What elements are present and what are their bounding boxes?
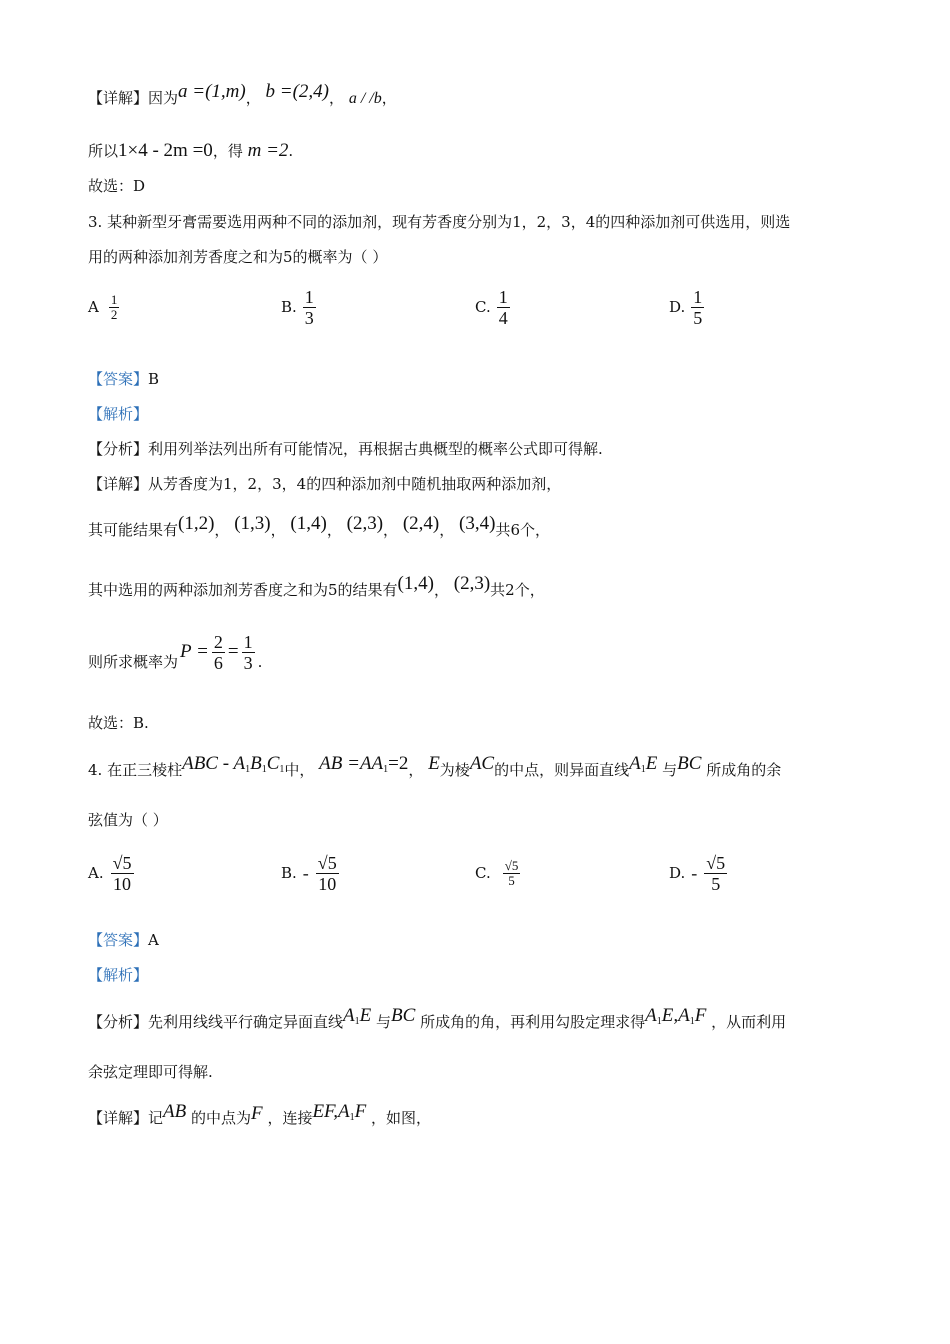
answer-value: A: [148, 931, 159, 949]
prism-name: ABC - $A_1B_1C_1$: [182, 753, 285, 775]
q3-fenxi-line: 【分析】利用列举法列出所有可能情况，再根据古典概型的概率公式即可得解.: [88, 440, 603, 458]
answer-value: B: [148, 370, 160, 388]
pair: (3,4): [459, 513, 496, 534]
pair: (2,3): [453, 573, 491, 594]
fraction: $\frac{1}{5}$: [693, 286, 703, 328]
q4-fenxi-line2: 余弦定理即可得解.: [88, 1063, 213, 1081]
pair: (2,4): [402, 513, 440, 534]
pair: (2,3): [346, 513, 384, 534]
q2-detail-line: 【详解】因为a =(1,m)， b =(2,4)， a / /b，: [88, 81, 397, 107]
fraction: $\frac{1}{3}$: [304, 286, 314, 328]
q4-options: [88, 848, 888, 898]
detail-tag: 【详解】: [88, 89, 149, 107]
q3-analysis-tag: 【解析】: [88, 405, 149, 423]
fraction: $\frac{2}{6}$: [213, 631, 223, 673]
m-result: m =2: [247, 140, 289, 161]
parallel-relation: a / /b: [348, 90, 382, 107]
q4-option-a: A. $\frac{√5}{10}$: [88, 852, 132, 894]
q4-detail-line: 【详解】记AB 的中点为F ，连接$EF,A_1F$ ，如图，: [88, 1101, 431, 1127]
fraction: $\frac{1}{3}$: [243, 631, 253, 673]
ab-equation: AB $=AA_1=2$: [319, 753, 409, 775]
q4-analysis-tag: 【解析】: [88, 966, 149, 984]
fraction: $\frac{√5}{5}$: [706, 852, 726, 894]
q4-option-b: B. - $\frac{√5}{10}$: [281, 852, 337, 894]
vector-a-eq: a =(1,m): [178, 81, 246, 102]
calc-expression: 1×4 - 2m =0: [118, 140, 213, 161]
q3-answer-line: [88, 369, 159, 389]
q2-calc-line: 所以1×4 - 2m =0，得 m =2.: [88, 140, 294, 161]
pair: (1,2): [178, 513, 215, 534]
q3-possible-line: 其可能结果有(1,2)， (1,3)， (1,4)， (2,3)， (2,4)， (3,4)共6个，: [88, 513, 550, 539]
q4-stem-line2: 弦值为（ ）: [88, 811, 168, 829]
pair: (1,4): [397, 573, 434, 594]
q3-stem-line1: 3. 某种新型牙膏需要选用两种不同的添加剂，现有芳香度分别为1，2，3，4的四种添加剂可供选用，则选: [88, 213, 791, 231]
q4-option-c: C. $\frac{√5}{5}$: [475, 857, 519, 888]
q4-stem-line1: 4. 在正三棱柱ABC - $A_1B_1C_1$中， AB $=AA_1=2$， E为棱AC的中点，则异面直线$A_1E$ 与BC 所成角的余: [88, 753, 782, 779]
fraction: $\frac{√5}{10}$: [112, 852, 132, 894]
q4-option-d: D. - $\frac{√5}{5}$: [669, 852, 726, 894]
q3-stem-line2: 用的两种添加剂芳香度之和为5的概率为（ ）: [88, 248, 388, 266]
fraction: $\frac{√5}{5}$: [504, 857, 519, 888]
q3-option-c: C. $\frac{1}{4}$: [475, 286, 508, 328]
q3-choose: 故选：B.: [88, 714, 149, 732]
q3-favor-line: 其中选用的两种添加剂芳香度之和为5的结果有(1,4)， (2,3)共2个，: [88, 573, 545, 599]
fraction: $\frac{1}{2}$: [110, 291, 118, 322]
pair: (1,4): [290, 513, 327, 534]
answer-tag: 【答案】: [88, 931, 149, 949]
q4-answer-line: [88, 930, 159, 950]
answer-tag: 【答案】: [88, 370, 149, 388]
q3-option-b: B. $\frac{1}{3}$: [281, 286, 314, 328]
q3-option-a: A $\frac{1}{2}$: [88, 291, 118, 322]
vector-b-eq: b =(2,4): [265, 81, 330, 102]
pair: (1,3): [234, 513, 271, 534]
q3-prob-line: 则所求概率为 P = $\frac{2}{6}$ = $\frac{1}{3}$ .: [88, 631, 263, 673]
q3-detail-line: 【详解】从芳香度为1，2，3，4的四种添加剂中随机抽取两种添加剂，: [88, 475, 562, 493]
q3-options: [88, 282, 888, 332]
fraction: $\frac{√5}{10}$: [317, 852, 337, 894]
fraction: $\frac{1}{4}$: [498, 286, 508, 328]
q3-option-d: D. $\frac{1}{5}$: [669, 286, 703, 328]
q2-choose: 故选：D: [88, 177, 146, 195]
a1e-var: $A_1E$: [629, 753, 658, 775]
q4-fenxi-line1: 【分析】先利用线线平行确定异面直线$A_1E$ 与BC 所成角的角，再利用勾股定理求得$A_1E,A_1F$ ，从而利用: [88, 1005, 787, 1031]
